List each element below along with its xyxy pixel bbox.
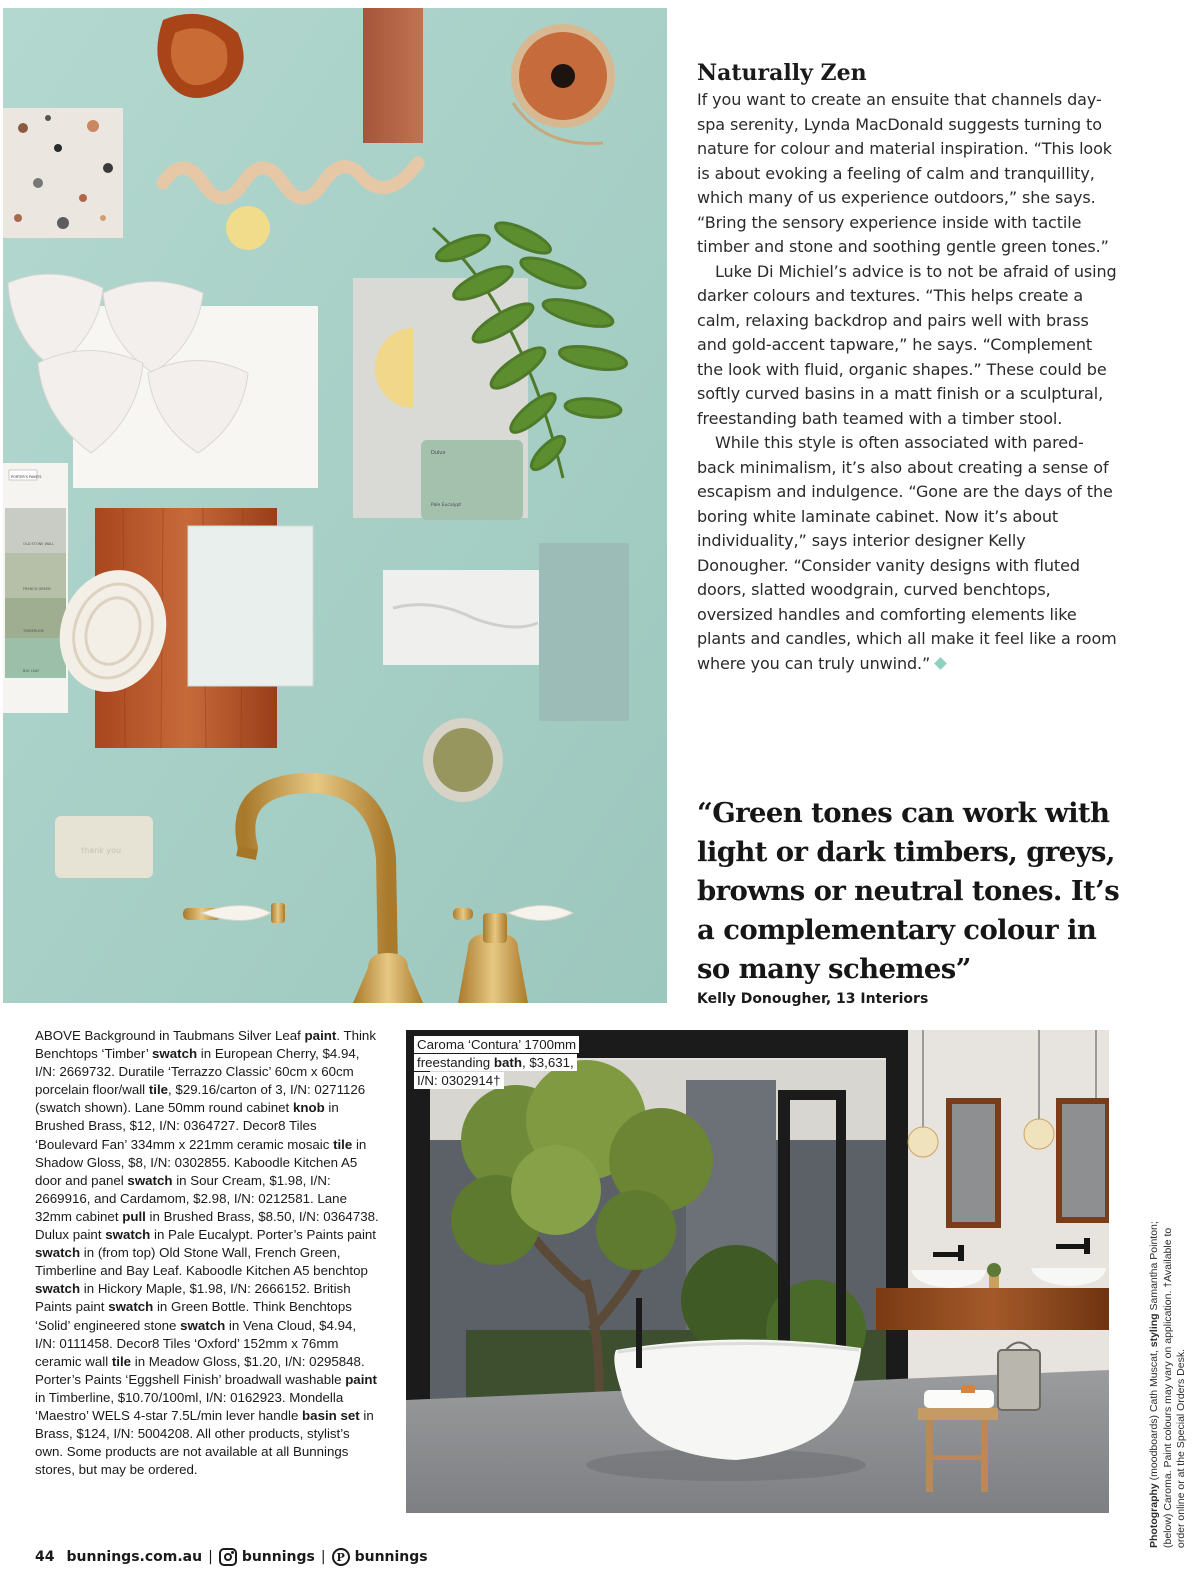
caption-keyword: tile	[333, 1136, 353, 1152]
caption-keyword: swatch	[35, 1245, 81, 1261]
website-link[interactable]: bunnings.com.au	[66, 1549, 203, 1565]
swatch-label-timberline: TIMBERLINE	[23, 629, 45, 633]
pinterest-handle[interactable]: bunnings	[354, 1549, 428, 1565]
caption-keyword: paint	[345, 1371, 377, 1387]
page-footer	[35, 1546, 428, 1568]
footer-separator: |	[320, 1549, 326, 1565]
instagram-handle[interactable]: bunnings	[241, 1549, 315, 1565]
caption-text: in Meadow Gloss, $1.20, I/N: 0295848. Porter’s Paints ‘Eggshell Finish’ broadwall washable	[35, 1353, 365, 1387]
caption-keyword: paint	[304, 1028, 337, 1043]
pull-quote-text: “Green tones can work with light or dark timbers, greys, browns or neutral tones. It’s a complementary colour in so many schemes”	[697, 797, 1120, 985]
timber-vanity	[876, 1288, 1109, 1330]
round-knob	[226, 206, 270, 250]
soap-text: thank you	[81, 846, 122, 855]
terrazzo-tile	[3, 108, 123, 238]
caption-text: in Sour Cream, $1.98, I/N: 2669916, and Cardamom, $2.98, I/N: 0212581. Lane 32mm cabinet	[35, 1172, 347, 1224]
timber-board-top	[363, 8, 423, 143]
page-number: 44	[35, 1549, 55, 1565]
caption-keyword: swatch	[105, 1227, 151, 1243]
paint-pot	[423, 718, 503, 802]
bath-caption-bold: bath	[493, 1055, 522, 1070]
caption-keyword: tile	[111, 1353, 132, 1369]
photo-credit	[1148, 1208, 1189, 1548]
bath-caption-text: Caroma ‘Contura’ 1700mm freestanding	[417, 1037, 577, 1070]
small-plant	[987, 1263, 1001, 1288]
caption-text: in Hickory Maple, $1.98, I/N: 2666152. British Paints paint	[35, 1281, 351, 1315]
moodboard-photo	[3, 8, 667, 1003]
caption-keyword: swatch	[35, 1281, 81, 1297]
caption-keyword: pull	[122, 1208, 146, 1224]
paint-swatch-strip	[3, 463, 68, 713]
swatch-brand: PORTER'S PAINTS	[11, 475, 42, 479]
caption-text: in Brushed Brass, $12, I/N: 0364727. Decor8 Tiles ‘Boulevard Fan’ 334mm x 221mm ceramic mosaic	[35, 1100, 339, 1152]
article-title: Naturally Zen	[697, 60, 867, 86]
green-tile	[539, 543, 629, 721]
caption-keyword: tile	[148, 1082, 169, 1098]
caption-keyword: swatch	[152, 1046, 198, 1062]
caption-text: in Brass, $124, I/N: 5004208. All other products, stylist’s own. Some products are not available at all Bunnings stores, but may be ordered.	[35, 1407, 374, 1478]
credit-styling-label: styling	[1148, 1313, 1160, 1348]
dulux-label: Dulux	[431, 450, 446, 456]
caption-text: in Pale Eucalypt. Porter’s Paints paint	[150, 1227, 376, 1243]
credit-photographer: (moodboards) Cath Muscat,	[1148, 1347, 1160, 1484]
caption-text: ABOVE Background in Taubmans Silver Leaf	[35, 1028, 305, 1043]
caption-text: , $29.16/carton of 3, I/N: 0271126 (swatch shown). Lane 50mm round cabinet	[35, 1082, 366, 1116]
stone-swatch	[383, 570, 543, 665]
instagram-icon[interactable]	[219, 1548, 237, 1566]
article-paragraph: While this style is often associated with pared-back minimalism, it’s also about creating a sense of escapism and indulgence. “Gone are the days of the boring white laminate cabinet. Now it’s about individuality,” says interior designer Kelly Donougher. “Consider vanity designs with fluted doors, slatted woodgrain, curved benchtops, oversized handles and comforting elements like plants and candles, which all make it feel like a room where you can truly unwind.”	[697, 433, 1117, 673]
floor-mixer	[636, 1298, 642, 1368]
caption-text: in Shadow Gloss, $8, I/N: 0302855. Kaboodle Kitchen A5 door and panel	[35, 1136, 367, 1188]
credit-text: Samantha Pointon; (below) Caroma. Paint colours may vary on application. †Available to order online or at the Special Orders Desk.	[1148, 1221, 1187, 1548]
pinterest-icon[interactable]: P	[332, 1548, 350, 1566]
swatch-label-bayleaf: BAY LEAF	[23, 669, 40, 673]
caption-keyword: basin set	[302, 1407, 360, 1423]
credit-photography-label: Photography	[1148, 1483, 1160, 1548]
pull-quote	[697, 794, 1137, 1007]
swatch-label-stone: OLD STONE WALL	[23, 542, 55, 546]
pull-quote-attribution: Kelly Donougher, 13 Interiors	[697, 991, 929, 1007]
footer-separator: |	[208, 1549, 213, 1565]
caption-keyword: swatch	[180, 1317, 226, 1333]
colour-label: Pale Eucalypt	[431, 503, 462, 508]
soap-bar	[55, 816, 153, 878]
diamond-end-icon	[934, 657, 947, 670]
moodboard-caption	[35, 1027, 380, 1479]
caption-keyword: swatch	[108, 1299, 154, 1315]
caption-keyword: swatch	[127, 1172, 173, 1188]
caption-text: in Timberline, $10.70/100ml, I/N: 0162923. Mondella ‘Maestro’ WELS 4-star 7.5L/min lever handle	[35, 1389, 344, 1423]
pale-swatch-card	[188, 526, 313, 686]
caption-text: in European Cherry, $4.94, I/N: 2669732. Duratile ‘Terrazzo Classic’ 60cm x 60cm porcelain floor/wall	[35, 1046, 360, 1098]
article-paragraph: Luke Di Michiel’s advice is to not be afraid of using darker colours and textures. “This helps create a calm, relaxing backdrop and pairs well with brass and gold-accent tapware,” he says. “Complement the look with fluid, organic shapes.” These could be softly curved basins in a matt finish or a sculptural, freestanding bath teamed with a timber stool.	[697, 261, 1117, 428]
dulux-swatch-card	[421, 440, 523, 520]
caption-text: in Vena Cloud, $4.94, I/N: 0111458. Decor8 Tiles ‘Oxford’ 152mm x 76mm ceramic wall	[35, 1317, 357, 1369]
article-body	[697, 58, 1117, 676]
lantern	[998, 1343, 1040, 1411]
article-paragraph: If you want to create an ensuite that channels day-spa serenity, Lynda MacDonald suggests turning to nature for colour and material inspiration. “This look is about evoking a feeling of calm and tranquillity, which many of us experience outdoors,” she says. “Bring the sensory experience inside with tactile timber and stone and soothing gentle green tones.”	[697, 90, 1112, 256]
bath-caption-price: , $3,631, I/N: 0302914†	[417, 1055, 574, 1088]
caption-text: in Green Bottle. Think Benchtops ‘Solid’ engineered stone	[35, 1299, 352, 1333]
caption-keyword: knob	[292, 1100, 325, 1116]
caption-text: . Think Benchtops ‘Timber’	[35, 1028, 376, 1062]
bathroom-photo	[406, 1030, 1109, 1513]
caption-text: in (from top) Old Stone Wall, French Green, Timberline and Bay Leaf. Kaboodle Kitchen A5 benchtop	[35, 1245, 368, 1279]
swatch-label-french: FRENCH GREEN	[23, 587, 51, 591]
bath-caption	[414, 1036, 594, 1090]
caption-text: in Brushed Brass, $8.50, I/N: 0364738. Dulux paint	[35, 1208, 379, 1243]
